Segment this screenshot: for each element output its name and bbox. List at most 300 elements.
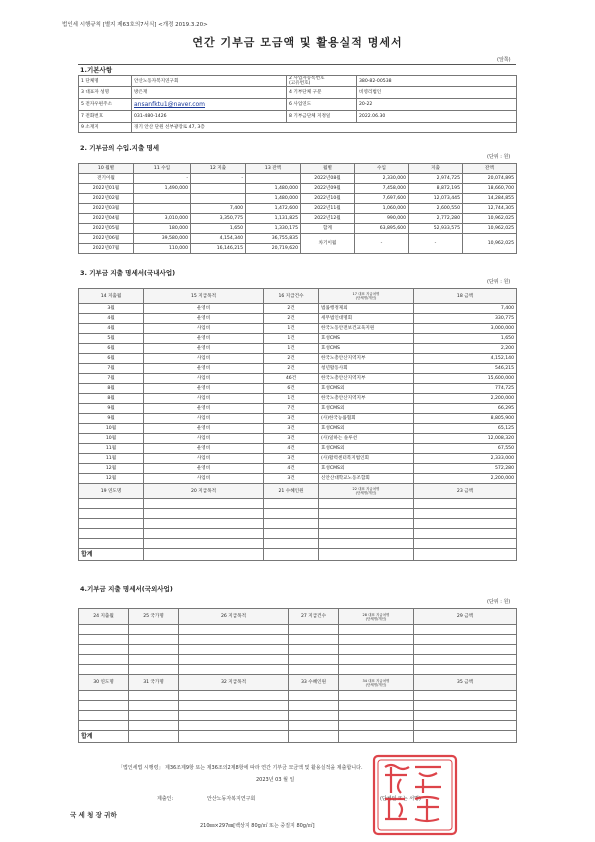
info-label: 9 소재지	[79, 123, 132, 133]
header-row	[79, 675, 517, 691]
count-cell: 1건	[264, 324, 319, 334]
header-line: 22 대표 지급처명	[352, 487, 380, 491]
info-value: ansanfktu1@naver.com	[132, 99, 287, 111]
month-cell: 4월	[79, 314, 144, 324]
carry-label: 차기이월	[301, 234, 355, 254]
submitter-label: 제출인:	[157, 796, 174, 802]
empty-cell	[339, 655, 414, 665]
column-header: 19 연도명	[79, 484, 144, 499]
empty-cell	[79, 625, 129, 635]
header-line: 34 대표 지급처명	[362, 678, 390, 683]
amount-cell	[134, 194, 191, 204]
section3-unit: (단위 : 원)	[487, 279, 511, 285]
empty-cell	[144, 499, 264, 509]
month-cell: 9월	[79, 404, 144, 414]
month-cell: 12월	[79, 474, 144, 484]
amount-cell: 774,725	[414, 384, 517, 394]
column-header: 32 지급목적	[179, 675, 289, 691]
carry-amount: -	[355, 234, 409, 254]
domestic-expense-table	[78, 288, 517, 561]
submission-date: 2023년 03 월 일	[256, 777, 295, 783]
header-row	[79, 289, 517, 304]
amount-cell: -	[134, 174, 191, 184]
empty-cell	[129, 721, 179, 731]
empty-cell	[144, 529, 264, 539]
column-header	[339, 609, 414, 625]
month-cell: 2022년10월	[301, 194, 355, 204]
empty-cell	[129, 635, 179, 645]
empty-cell	[79, 701, 129, 711]
recipient-cell: 효성CMS	[319, 344, 414, 354]
empty-cell	[79, 499, 144, 509]
header-line: 28 대표 지급처명	[362, 612, 390, 617]
amount-cell: 8,872,195	[409, 184, 463, 194]
recipient-cell: 효성CMS외	[319, 444, 414, 454]
purpose-cell: 사업비	[144, 324, 264, 334]
table-row	[79, 304, 517, 314]
empty-cell	[339, 731, 414, 743]
info-label	[287, 111, 357, 123]
recipient-cell: 효성CMS외	[319, 384, 414, 394]
amount-cell: 3,350,775	[191, 214, 246, 224]
table-row	[79, 404, 517, 414]
empty-cell	[319, 549, 414, 561]
header-line: (단체명/개인)	[355, 296, 377, 300]
table-row	[79, 454, 517, 464]
info-label: 7 전화번호	[79, 111, 132, 123]
empty-cell	[289, 691, 339, 701]
empty-cell	[144, 549, 264, 561]
empty-cell	[289, 635, 339, 645]
amount-cell: 572,280	[414, 464, 517, 474]
month-cell: 11월	[79, 444, 144, 454]
empty-cell	[264, 539, 319, 549]
purpose-cell: 사업비	[144, 354, 264, 364]
table-row	[79, 434, 517, 444]
amount-cell: 7,697,600	[355, 194, 409, 204]
submitter-name: 안산노동자복지연구회	[207, 796, 256, 802]
table-row	[79, 334, 517, 344]
recipient-cell: 법률행정제외	[319, 304, 414, 314]
total-row	[79, 731, 517, 743]
column-header	[319, 484, 414, 499]
month-cell: 10월	[79, 424, 144, 434]
section1-heading: 1.기본사항	[80, 66, 113, 74]
month-cell: 7월	[79, 364, 144, 374]
empty-row	[79, 625, 517, 635]
amount-cell: 18,660,700	[463, 184, 517, 194]
empty-row	[79, 519, 517, 529]
empty-cell	[179, 701, 289, 711]
column-header: 18 금액	[414, 289, 517, 304]
carry-amount: -	[409, 234, 463, 254]
amount-cell: 14,284,855	[463, 194, 517, 204]
column-header: 10 월별	[79, 164, 134, 174]
total-label: 합계	[79, 731, 129, 743]
header-line: 17 대표 지급처명	[352, 292, 380, 296]
amount-cell: 7,400	[191, 204, 246, 214]
section2-unit: (단위 : 원)	[487, 154, 511, 160]
recipient-cell: 효성CMS외	[319, 464, 414, 474]
month-cell: 6월	[79, 354, 144, 364]
count-cell: 7건	[264, 404, 319, 414]
table-row	[79, 424, 517, 434]
table-row	[79, 314, 517, 324]
purpose-cell: 운영비	[144, 444, 264, 454]
carry-amount: 10,962,025	[463, 234, 517, 254]
purpose-cell: 운영비	[144, 314, 264, 324]
empty-cell	[414, 549, 517, 561]
empty-cell	[414, 691, 517, 701]
amount-cell: 1,490,000	[134, 184, 191, 194]
month-cell: 11월	[79, 454, 144, 464]
amount-cell: 1,131,825	[246, 214, 301, 224]
amount-cell: 2,330,000	[355, 174, 409, 184]
purpose-cell: 사업비	[144, 394, 264, 404]
amount-cell: 2,772,280	[409, 214, 463, 224]
month-cell: 2022년08월	[301, 174, 355, 184]
count-cell: 6건	[264, 384, 319, 394]
empty-cell	[289, 655, 339, 665]
header-row	[79, 609, 517, 625]
column-header: 21 수혜인원	[264, 484, 319, 499]
info-label-line: 2 사업자등록번호	[289, 76, 325, 81]
empty-cell	[264, 499, 319, 509]
info-label	[287, 99, 357, 111]
empty-cell	[79, 509, 144, 519]
total-label: 합계	[79, 549, 144, 561]
empty-row	[79, 665, 517, 675]
empty-cell	[289, 721, 339, 731]
recipient-cell: 한국노동안전보건교육지원	[319, 324, 414, 334]
empty-row	[79, 701, 517, 711]
info-row	[79, 99, 517, 111]
empty-cell	[129, 645, 179, 655]
amount-cell: 2,333,000	[414, 454, 517, 464]
amount-cell: 12,008,320	[414, 434, 517, 444]
table-row	[79, 464, 517, 474]
empty-cell	[79, 691, 129, 701]
empty-cell	[414, 529, 517, 539]
month-cell: 2022년02월	[79, 194, 134, 204]
amount-cell: 8,805,900	[414, 414, 517, 424]
purpose-cell: 운영비	[144, 344, 264, 354]
empty-cell	[179, 625, 289, 635]
purpose-cell: 운영비	[144, 464, 264, 474]
empty-cell	[414, 711, 517, 721]
empty-cell	[264, 549, 319, 561]
empty-row	[79, 691, 517, 701]
month-cell: 2022년01월	[79, 184, 134, 194]
column-header: 27 지급건수	[289, 609, 339, 625]
table-row	[79, 174, 517, 184]
empty-row	[79, 539, 517, 549]
amount-cell: 16,146,215	[191, 244, 246, 254]
amount-cell: 1,650	[414, 334, 517, 344]
month-cell: 3월	[79, 304, 144, 314]
amount-cell: 36,755,835	[246, 234, 301, 244]
month-cell: 전기이월	[79, 174, 134, 184]
paper-spec: 210㎜×297㎜[백상지 80g/㎡ 또는 중질지 80g/㎡]	[200, 823, 315, 829]
empty-cell	[289, 701, 339, 711]
count-cell: 1건	[264, 344, 319, 354]
column-header: 지출	[409, 164, 463, 174]
count-cell: 4건	[264, 464, 319, 474]
table-row	[79, 184, 517, 194]
empty-cell	[129, 701, 179, 711]
purpose-cell: 운영비	[144, 304, 264, 314]
total-amount: 63,895,600	[355, 224, 409, 234]
empty-cell	[264, 529, 319, 539]
column-header: 33 수혜인원	[289, 675, 339, 691]
amount-cell: 2,200	[414, 344, 517, 354]
empty-cell	[339, 721, 414, 731]
header-row	[79, 164, 517, 174]
empty-cell	[414, 731, 517, 743]
column-header: 23 금액	[414, 484, 517, 499]
amount-cell: 1,650	[191, 224, 246, 234]
total-amount: 10,962,025	[463, 224, 517, 234]
recipient: 국 세 청 장 귀하	[70, 811, 117, 819]
section2-heading: 2. 기부금의 수입.지출 명세	[80, 144, 160, 152]
amount-cell: 1,480,000	[246, 184, 301, 194]
empty-cell	[144, 539, 264, 549]
empty-row	[79, 529, 517, 539]
column-header: 잔액	[463, 164, 517, 174]
column-header: 수입	[355, 164, 409, 174]
table-row	[79, 444, 517, 454]
month-cell: 12월	[79, 464, 144, 474]
seal-label: (단체인 또는 서명)	[380, 796, 421, 802]
empty-cell	[339, 711, 414, 721]
month-cell: 5월	[79, 334, 144, 344]
info-value: 방은재	[132, 87, 287, 99]
amount-cell: 39,580,000	[134, 234, 191, 244]
recipient-cell: 효성CMS외	[319, 404, 414, 414]
amount-cell	[191, 194, 246, 204]
empty-cell	[79, 529, 144, 539]
empty-cell	[79, 655, 129, 665]
amount-cell: 1,472,600	[246, 204, 301, 214]
empty-cell	[79, 539, 144, 549]
table-row	[79, 234, 517, 244]
recipient-cell: 한국노총안산지역지부	[319, 374, 414, 384]
empty-cell	[129, 711, 179, 721]
table-row	[79, 224, 517, 234]
month-cell: 2022년03월	[79, 204, 134, 214]
table-row	[79, 204, 517, 214]
section3-heading: 3. 기부금 지출 명세서(국내사업)	[80, 269, 176, 277]
empty-cell	[414, 721, 517, 731]
amount-cell: 15,600,000	[414, 374, 517, 384]
empty-row	[79, 499, 517, 509]
empty-row	[79, 721, 517, 731]
month-cell: 9월	[79, 414, 144, 424]
table-row	[79, 344, 517, 354]
count-cell: 3건	[264, 434, 319, 444]
empty-cell	[319, 499, 414, 509]
recipient-cell: (사)한국능률협회	[319, 414, 414, 424]
total-row	[79, 549, 517, 561]
empty-cell	[179, 731, 289, 743]
month-cell: 6월	[79, 344, 144, 354]
count-cell: 2건	[264, 364, 319, 374]
amount-cell: 4,154,340	[191, 234, 246, 244]
column-header: 11 수입	[134, 164, 191, 174]
section-divider	[78, 64, 516, 65]
empty-cell	[179, 655, 289, 665]
month-cell: 8월	[79, 384, 144, 394]
amount-cell: 7,458,000	[355, 184, 409, 194]
recipient-cell: (사)일하는 솔루션	[319, 434, 414, 444]
count-cell: 3건	[264, 414, 319, 424]
column-header: 16 지급건수	[264, 289, 319, 304]
purpose-cell: 운영비	[144, 384, 264, 394]
amount-cell: 10,962,025	[463, 214, 517, 224]
amount-cell	[246, 174, 301, 184]
month-cell: 2022년04월	[79, 214, 134, 224]
info-row	[79, 87, 517, 99]
count-cell: 3건	[264, 424, 319, 434]
purpose-cell: 운영비	[144, 424, 264, 434]
amount-cell: 3,010,000	[134, 214, 191, 224]
amount-cell: 12,073,445	[409, 194, 463, 204]
submission-statement: 「법인세법 시행령」 제36조제9항 또는 제36조의2제8항에 따라 연간 기부금 모금액 및 활용실적을 제출합니다.	[118, 765, 363, 771]
info-label: 1 단체명	[79, 76, 132, 87]
table-row	[79, 194, 517, 204]
empty-cell	[79, 711, 129, 721]
empty-cell	[339, 625, 414, 635]
amount-cell: 66,295	[414, 404, 517, 414]
empty-cell	[339, 691, 414, 701]
info-value: 031-480-1426	[132, 111, 287, 123]
amount-cell: 330,775	[414, 314, 517, 324]
column-header: 24 지출월	[79, 609, 129, 625]
empty-cell	[319, 539, 414, 549]
info-label	[287, 76, 357, 87]
amount-cell	[191, 184, 246, 194]
empty-cell	[289, 645, 339, 655]
info-label-line: 6 사업연도	[289, 102, 312, 107]
info-label-line: 8 기부금단체 지정일	[289, 114, 331, 119]
amount-cell: 180,000	[134, 224, 191, 234]
table-row	[79, 374, 517, 384]
empty-cell	[179, 721, 289, 731]
overseas-expense-table	[78, 608, 517, 743]
table-row	[79, 414, 517, 424]
table-row	[79, 474, 517, 484]
empty-cell	[414, 645, 517, 655]
empty-cell	[339, 645, 414, 655]
empty-cell	[79, 665, 129, 675]
count-cell: 3건	[264, 474, 319, 484]
amount-cell: -	[191, 174, 246, 184]
empty-cell	[414, 519, 517, 529]
empty-cell	[129, 625, 179, 635]
empty-row	[79, 509, 517, 519]
column-header: 31 국가명	[129, 675, 179, 691]
empty-cell	[414, 509, 517, 519]
amount-cell: 2,200,000	[414, 474, 517, 484]
purpose-cell: 운영비	[144, 364, 264, 374]
recipient-cell: 신안산대학교노동조합회	[319, 474, 414, 484]
month-cell: 2022년09월	[301, 184, 355, 194]
amount-cell: 1,480,000	[246, 194, 301, 204]
empty-cell	[414, 635, 517, 645]
income-expense-table	[78, 163, 517, 254]
empty-cell	[179, 691, 289, 701]
info-label: 3 대표자 성명	[79, 87, 132, 99]
count-cell: 1건	[264, 394, 319, 404]
month-cell: 2022년06월	[79, 234, 134, 244]
column-header	[339, 675, 414, 691]
count-cell: 46건	[264, 374, 319, 384]
amount-cell: 1,060,000	[355, 204, 409, 214]
amount-cell: 110,000	[134, 244, 191, 254]
table-row	[79, 214, 517, 224]
column-header: 30 연도명	[79, 675, 129, 691]
month-cell: 2022년05월	[79, 224, 134, 234]
recipient-cell: 효성CMS외	[319, 424, 414, 434]
recipient-cell: 청년활동사회	[319, 364, 414, 374]
info-value: 비영리법인	[357, 87, 517, 99]
amount-cell: 2,200,000	[414, 394, 517, 404]
amount-cell: 12,744,305	[463, 204, 517, 214]
empty-row	[79, 655, 517, 665]
recipient-cell: 한국노총안산지역지부	[319, 354, 414, 364]
empty-cell	[264, 519, 319, 529]
column-header: 26 지급목적	[179, 609, 289, 625]
empty-cell	[264, 509, 319, 519]
total-amount: 52,933,575	[409, 224, 463, 234]
amount-cell: 546,215	[414, 364, 517, 374]
table-row	[79, 384, 517, 394]
amount-cell: 4,152,140	[414, 354, 517, 364]
empty-cell	[129, 655, 179, 665]
organization-seal-stamp	[371, 753, 459, 837]
empty-cell	[179, 645, 289, 655]
count-cell: 3건	[264, 454, 319, 464]
info-row	[79, 111, 517, 123]
recipient-cell: 한국노총안산지역지부	[319, 394, 414, 404]
empty-cell	[79, 645, 129, 655]
amount-cell: 20,074,895	[463, 174, 517, 184]
empty-cell	[319, 509, 414, 519]
column-header: 25 국가명	[129, 609, 179, 625]
month-cell: 2022년11월	[301, 204, 355, 214]
amount-cell: 3,000,000	[414, 324, 517, 334]
empty-cell	[339, 665, 414, 675]
empty-cell	[414, 701, 517, 711]
count-cell: 1건	[264, 334, 319, 344]
info-value: 380-82-00538	[357, 76, 517, 87]
empty-cell	[79, 635, 129, 645]
law-reference: 법인세 시행규칙 [별지 제63호의7서식] <개정 2019.3.20>	[62, 22, 208, 28]
empty-cell	[144, 509, 264, 519]
empty-cell	[414, 665, 517, 675]
info-label-line: (고유번호)	[289, 81, 311, 86]
basic-info-table	[78, 75, 517, 133]
empty-cell	[79, 519, 144, 529]
amount-cell: 2,974,725	[409, 174, 463, 184]
section4-heading: 4.기부금 지출 명세서(국외사업)	[80, 585, 173, 593]
count-cell: 2건	[264, 314, 319, 324]
empty-cell	[414, 625, 517, 635]
empty-row	[79, 645, 517, 655]
purpose-cell: 사업비	[144, 414, 264, 424]
empty-cell	[414, 655, 517, 665]
total-label: 합계	[301, 224, 355, 234]
